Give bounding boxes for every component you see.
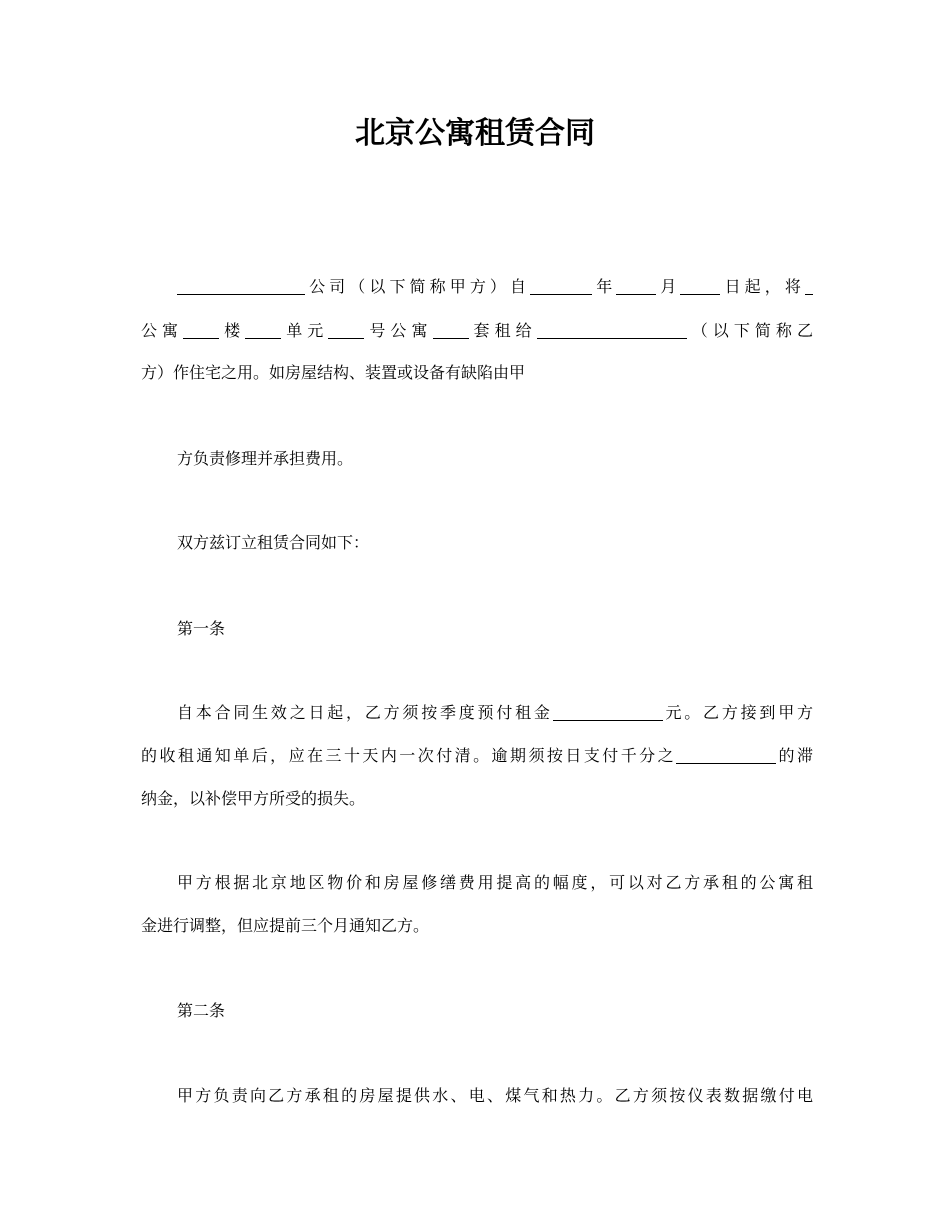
document-title: 北京公寓租赁合同: [355, 116, 595, 151]
blank-tenant-name: [537, 322, 687, 339]
paragraph-4-line-3: 纳金，以补偿甲方所受的损失。: [141, 789, 366, 808]
paragraph-1-line-1: 公司（以下简称甲方）自 年 月 日起，将: [177, 274, 813, 300]
blank-suite-count: [433, 322, 469, 339]
blank-year: [530, 278, 592, 295]
blank-unit: [245, 322, 281, 339]
paragraph-1-line-2: 公寓 楼 单元 号公寓 套租给 （以下简称乙: [141, 321, 813, 340]
article-1-heading: 第一条: [177, 619, 226, 638]
blank-late-fee-rate: [676, 747, 776, 764]
paragraph-5-line-1: 甲方根据北京地区物价和房屋修缮费用提高的幅度，可以对乙方承租的公寓租: [177, 873, 813, 892]
blank-building: [183, 322, 219, 339]
article-2-heading: 第二条: [177, 1001, 226, 1020]
paragraph-1-line-3: 方）作住宅之用。如房屋结构、装置或设备有缺陷由甲: [141, 363, 526, 382]
blank-location: [805, 278, 813, 295]
blank-company-name: [177, 278, 305, 295]
blank-apartment-number: [328, 322, 364, 339]
paragraph-6-line-1: 甲方负责向乙方承租的房屋提供水、电、煤气和热力。乙方须按仪表数据缴付电: [177, 1086, 813, 1105]
paragraph-5-line-2: 金进行调整，但应提前三个月通知乙方。: [141, 916, 430, 935]
blank-quarterly-rent: [553, 704, 663, 721]
paragraph-3: 双方兹订立租赁合同如下：: [177, 533, 370, 552]
paragraph-2: 方负责修理并承担费用。: [177, 449, 354, 468]
paragraph-4-line-2: 的收租通知单后，应在三十天内一次付清。逾期须按日支付千分之 的滞: [141, 746, 813, 765]
paragraph-4-line-1: 自本合同生效之日起，乙方须按季度预付租金 元。乙方接到甲方: [177, 703, 813, 722]
blank-month: [616, 278, 656, 295]
blank-day: [680, 278, 720, 295]
